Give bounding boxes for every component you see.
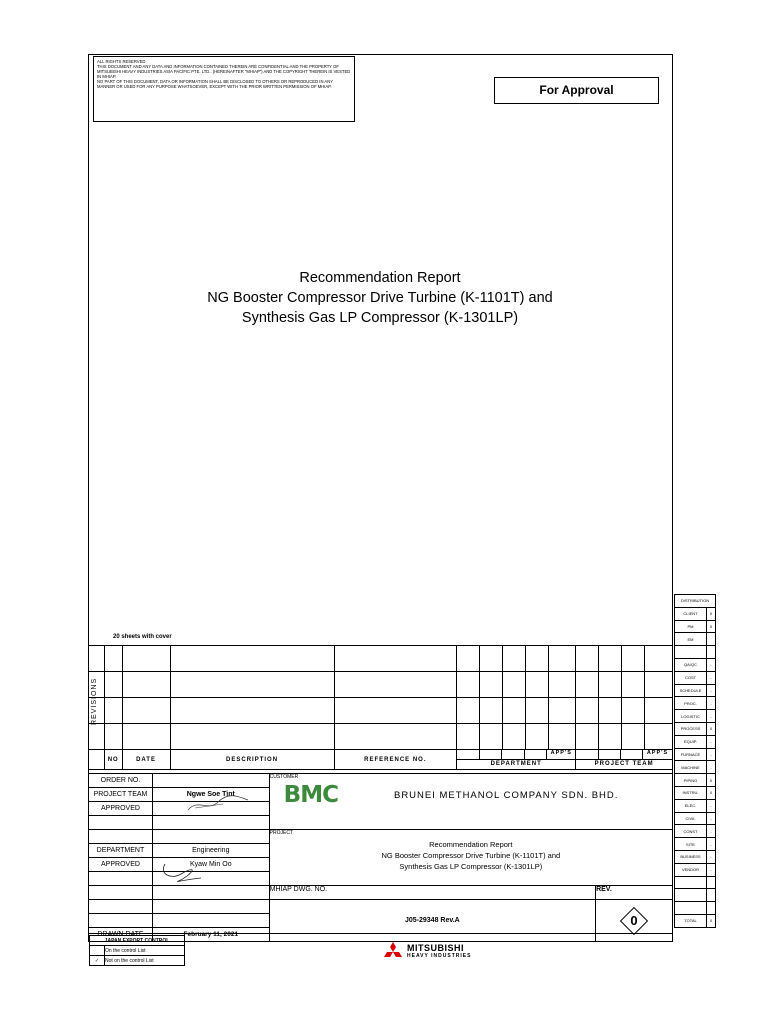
rights-text-1: THIS DOCUMENT AND ANY DATA AND INFORMATION CONTAINED THEREIN ARE CONFIDENTIAL AND THE PROPERTY OF MITSUBISHI HEAVY INDUSTRIES ASIA PACIFIC PTE. LTD.. (HEREINAFTER "MHIAP") AND THE COPYRIGHT THEREIN IS VESTED IN MHIAP.: [97, 64, 351, 79]
distribution-name: FURNACE: [675, 748, 707, 761]
distribution-count: -: [707, 850, 716, 863]
col-description: DESCRIPTION: [170, 750, 334, 770]
distribution-row: [675, 710, 716, 723]
distribution-count: 0: [707, 607, 716, 620]
distribution-row: [675, 799, 716, 812]
distribution-count: -: [707, 761, 716, 774]
distribution-count: -: [707, 671, 716, 684]
distribution-row: [675, 646, 716, 659]
distribution-name: [675, 646, 707, 659]
project-line-1: Recommendation Report: [429, 840, 513, 849]
distribution-count: -: [707, 825, 716, 838]
distribution-name: TOTAL: [675, 914, 707, 927]
customer-logo: BMC: [283, 782, 338, 808]
distribution-count: -: [707, 799, 716, 812]
title-line-2: NG Booster Compressor Drive Turbine (K-1101T) and: [207, 290, 553, 306]
distribution-row: [675, 748, 716, 761]
revision-table: [88, 645, 673, 770]
status-badge: For Approval: [494, 77, 659, 104]
export-control-check: ✓: [90, 956, 105, 966]
distribution-row: [675, 863, 716, 876]
distribution-row: [675, 889, 716, 902]
distribution-name: LOGISTIC: [675, 710, 707, 723]
distribution-count: -: [707, 812, 716, 825]
distribution-row: [675, 812, 716, 825]
distribution-count: -: [707, 863, 716, 876]
distribution-name: MACHINE: [675, 761, 707, 774]
revision-row: [89, 672, 673, 698]
distribution-row: [675, 850, 716, 863]
distribution-row: [675, 838, 716, 851]
distribution-count: 0: [707, 914, 716, 927]
drawn-date-value: February 11, 2021: [152, 928, 269, 942]
distribution-count: [707, 889, 716, 902]
distribution-name: SITE: [675, 838, 707, 851]
col-apps-1: APP'S: [550, 750, 572, 756]
distribution-name: PROC.: [675, 697, 707, 710]
distribution-count: -: [707, 735, 716, 748]
project-team-value: Ngwe Soe Tint: [152, 788, 269, 802]
distribution-name: PIPING: [675, 774, 707, 787]
distribution-name: CLIENT: [675, 607, 707, 620]
export-control-title: JAPAN EXPORT CONTROL: [90, 936, 185, 946]
project-line-2: NG Booster Compressor Drive Turbine (K-1101T) and: [381, 851, 561, 860]
distribution-name: QA/QC: [675, 658, 707, 671]
distribution-count: -: [707, 684, 716, 697]
customer-name: BRUNEI METHANOL COMPANY SDN. BHD.: [393, 789, 619, 801]
approved-label: APPROVED: [89, 802, 153, 816]
distribution-row: [675, 761, 716, 774]
distribution-count: [707, 633, 716, 646]
distribution-name: ELEC.: [675, 799, 707, 812]
sheet-count: 20 sheets with cover: [113, 634, 172, 640]
distribution-count: -: [707, 658, 716, 671]
col-apps-2: APP'S: [646, 750, 669, 756]
project-team-label: PROJECT TEAM: [89, 788, 153, 802]
distribution-count: -: [707, 710, 716, 723]
logo-line-1: MITSUBISHI: [407, 943, 465, 953]
distribution-row: [675, 735, 716, 748]
distribution-count: [707, 646, 716, 659]
distribution-name: EQUIP.: [675, 735, 707, 748]
rev-value: 0: [630, 912, 638, 928]
distribution-name: CONST: [675, 825, 707, 838]
distribution-row: [675, 876, 716, 889]
distribution-name: EM: [675, 633, 707, 646]
distribution-table: [674, 594, 716, 928]
distribution-name: COST: [675, 671, 707, 684]
distribution-row: [675, 607, 716, 620]
revision-row: [89, 724, 673, 750]
distribution-row: [675, 774, 716, 787]
distribution-name: [675, 889, 707, 902]
rev-label: REV.: [596, 886, 673, 900]
col-reference: REFERENCE NO.: [334, 750, 457, 770]
department-label: DEPARTMENT: [89, 844, 153, 858]
title-line-3: Synthesis Gas LP Compressor (K-1301LP): [241, 310, 519, 326]
distribution-row: [675, 914, 716, 927]
export-control-table: [89, 935, 185, 966]
distribution-name: PM: [675, 620, 707, 633]
logo-line-2: HEAVY INDUSTRIES: [407, 953, 472, 959]
revisions-label: REVISIONS: [91, 677, 98, 725]
title-block: [88, 773, 673, 942]
distribution-count: -: [707, 748, 716, 761]
distribution-count: -: [707, 697, 716, 710]
distribution-count: 0: [707, 722, 716, 735]
distribution-count: [707, 876, 716, 889]
distribution-name: CIVIL: [675, 812, 707, 825]
drawing-number: J05-29348 Rev.A: [269, 900, 595, 942]
project-label: PROJECT: [269, 830, 294, 836]
distribution-count: [707, 902, 716, 915]
distribution-count: 0: [707, 774, 716, 787]
distribution-count: -: [707, 838, 716, 851]
project-line-3: Synthesis Gas LP Compressor (K-1301LP): [399, 862, 543, 871]
distribution-name: BUSINESS: [675, 850, 707, 863]
distribution-name: [675, 902, 707, 915]
distribution-count: 0: [707, 786, 716, 799]
dwg-no-label: MHIAP DWG. NO.: [269, 886, 595, 900]
distribution-row: [675, 658, 716, 671]
distribution-row: [675, 786, 716, 799]
distribution-name: INSTRU.: [675, 786, 707, 799]
distribution-name: SCHEDULE: [675, 684, 707, 697]
distribution-row: [675, 684, 716, 697]
approved-2-label: APPROVED: [89, 858, 153, 872]
revision-header-row: [89, 750, 673, 770]
rights-reserved-box: [93, 56, 355, 122]
distribution-row: [675, 620, 716, 633]
export-control-row-1: On the control List: [105, 946, 185, 956]
signature-1: [183, 794, 253, 814]
order-no-label: ORDER NO.: [89, 774, 153, 788]
distribution-row: [675, 697, 716, 710]
export-control-row-2: Not on the control List: [105, 956, 185, 966]
col-department: DEPARTMENT: [490, 761, 542, 767]
distribution-row: [675, 671, 716, 684]
distribution-row: [675, 722, 716, 735]
drawn-date-label: DRAWN DATE: [89, 928, 153, 942]
mitsubishi-logo: [382, 942, 471, 962]
distribution-name: [675, 876, 707, 889]
revision-row: [89, 646, 673, 672]
department-value: Engineering: [152, 844, 269, 858]
document-title: [100, 268, 660, 328]
customer-label: CUSTOMER: [269, 774, 299, 780]
distribution-title: DISTRIBUTION: [675, 595, 716, 608]
rights-text-2: NO PART OF THIS DOCUMENT, DATA OR INFORMATION SHALL BE DISCLOSED TO OTHERS OR REPRODUCED IN ANY MANNER OR USED FOR ANY PURPOSE WHATSOEVER, EXCEPT WITH THE PRIOR WRITTEN PERMISSION OF MHIAP.: [97, 79, 333, 89]
col-no: NO: [104, 750, 122, 770]
approved-2-value: Kyaw Min Oo: [152, 858, 269, 872]
distribution-row: [675, 902, 716, 915]
distribution-count: 0: [707, 620, 716, 633]
three-diamonds-icon: [382, 942, 404, 962]
revision-row: [89, 698, 673, 724]
distribution-name: PROCESS: [675, 722, 707, 735]
signature-2: [157, 860, 207, 882]
distribution-row: [675, 825, 716, 838]
rights-heading: ALL RIGHTS RESERVED: [97, 59, 146, 64]
col-project-team: PROJECT TEAM: [594, 761, 654, 767]
title-line-1: Recommendation Report: [299, 270, 461, 286]
distribution-name: VENDOR: [675, 863, 707, 876]
distribution-row: [675, 633, 716, 646]
col-date: DATE: [122, 750, 170, 770]
